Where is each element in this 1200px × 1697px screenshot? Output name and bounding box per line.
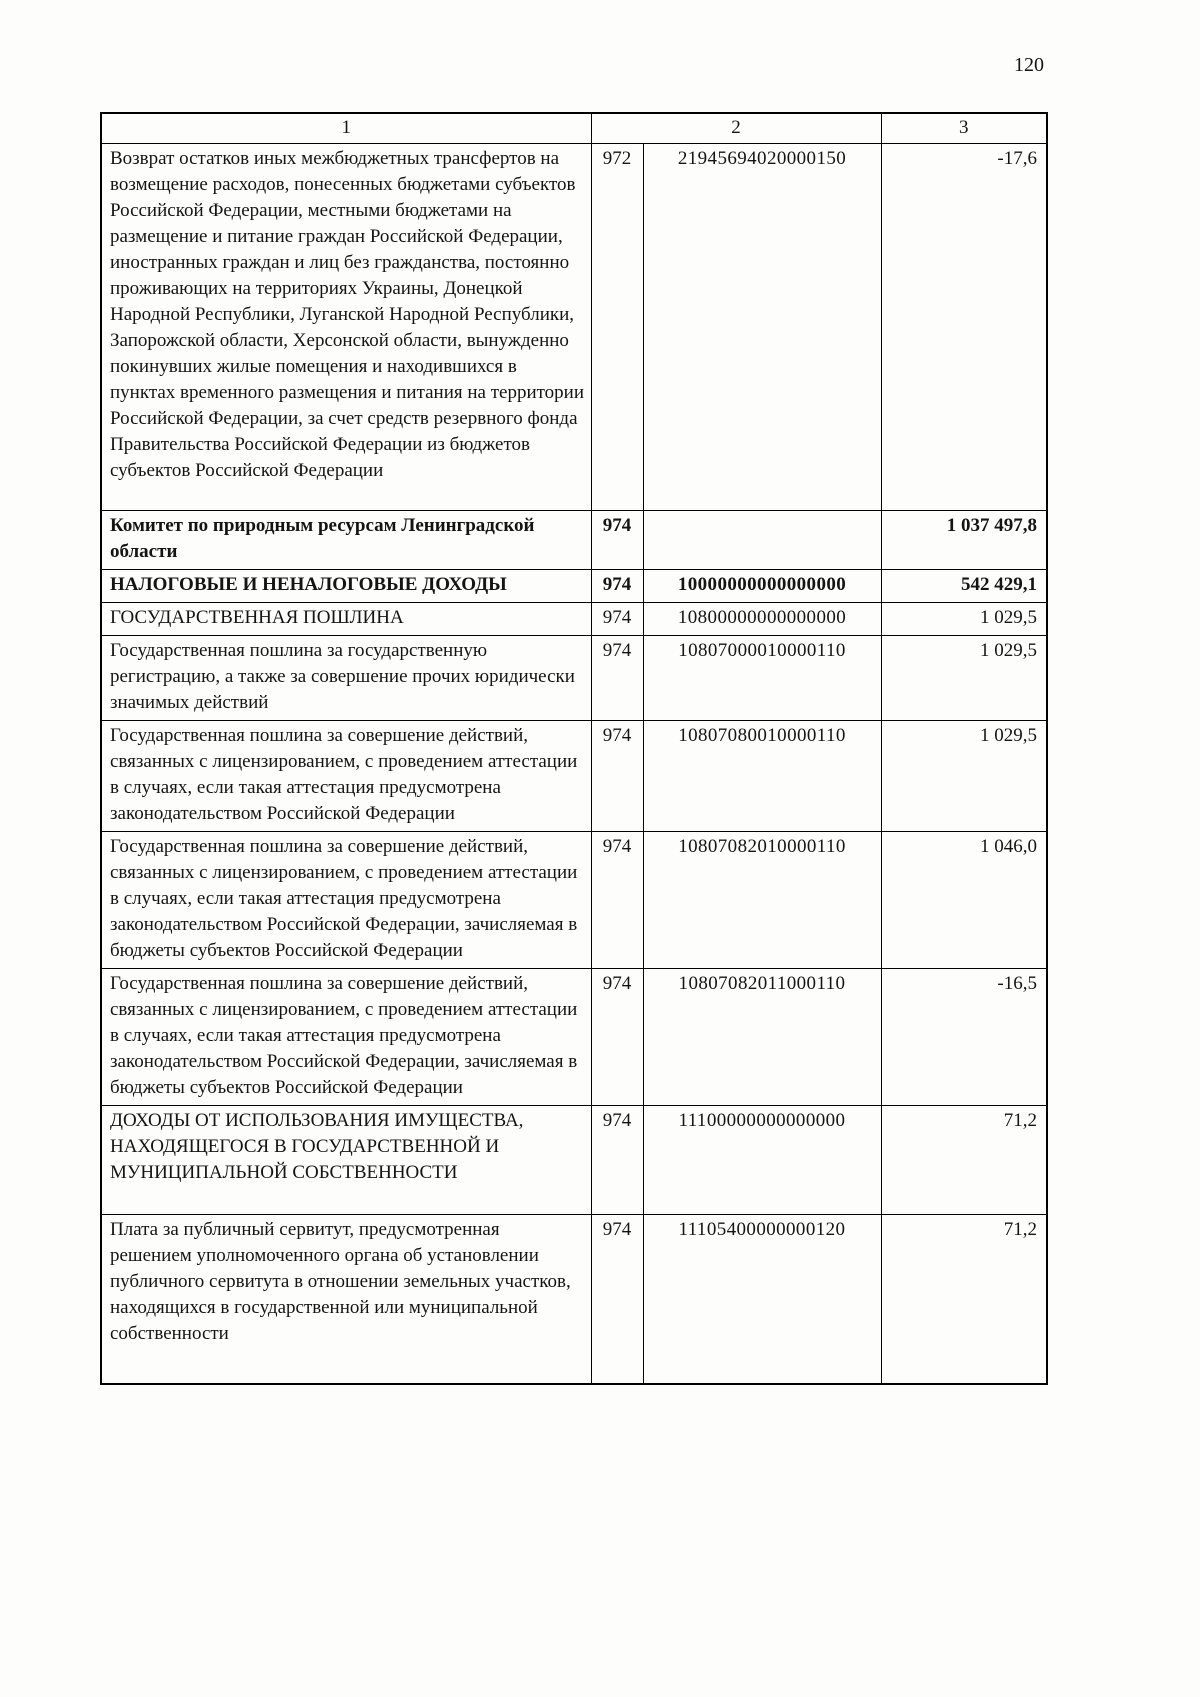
table-row <box>101 1214 1047 1384</box>
table-row <box>101 510 1047 569</box>
row-income-code: 10000000000000000 <box>643 569 881 602</box>
page-number: 120 <box>1014 54 1044 76</box>
row-name: Государственная пошлина за совершение действий, связанных с лицензированием, с проведением аттестации в случаях, если такая аттестация предусмотрена законодательством Российской Федерации, зачисляемая в бюджеты субъектов Российской Федерации <box>101 831 591 968</box>
table-row <box>101 143 1047 510</box>
table-row <box>101 602 1047 635</box>
row-admin-code: 974 <box>591 968 643 1105</box>
row-amount: -17,6 <box>881 143 1047 510</box>
row-amount: -16,5 <box>881 968 1047 1105</box>
row-income-code: 10807082010000110 <box>643 831 881 968</box>
row-income-code <box>643 510 881 569</box>
row-amount: 1 037 497,8 <box>881 510 1047 569</box>
table-row <box>101 968 1047 1105</box>
row-income-code: 10800000000000000 <box>643 602 881 635</box>
row-admin-code: 974 <box>591 602 643 635</box>
table-row <box>101 569 1047 602</box>
row-admin-code: 972 <box>591 143 643 510</box>
header-col-2: 2 <box>591 113 881 143</box>
row-amount: 71,2 <box>881 1105 1047 1214</box>
row-name: Государственная пошлина за совершение действий, связанных с лицензированием, с проведением аттестации в случаях, если такая аттестация предусмотрена законодательством Российской Федерации, зачисляемая в бюджеты субъектов Российской Федерации <box>101 968 591 1105</box>
table-header-row <box>101 113 1047 143</box>
row-admin-code: 974 <box>591 635 643 720</box>
row-income-code: 11100000000000000 <box>643 1105 881 1214</box>
row-income-code: 10807082011000110 <box>643 968 881 1105</box>
row-name: ГОСУДАРСТВЕННАЯ ПОШЛИНА <box>101 602 591 635</box>
row-amount: 1 046,0 <box>881 831 1047 968</box>
row-income-code: 21945694020000150 <box>643 143 881 510</box>
table-row <box>101 1105 1047 1214</box>
row-amount: 1 029,5 <box>881 720 1047 831</box>
row-name: ДОХОДЫ ОТ ИСПОЛЬЗОВАНИЯ ИМУЩЕСТВА, НАХОДЯЩЕГОСЯ В ГОСУДАРСТВЕННОЙ И МУНИЦИПАЛЬНОЙ СОБСТВЕННОСТИ <box>101 1105 591 1214</box>
row-name: НАЛОГОВЫЕ И НЕНАЛОГОВЫЕ ДОХОДЫ <box>101 569 591 602</box>
row-amount: 1 029,5 <box>881 602 1047 635</box>
row-income-code: 11105400000000120 <box>643 1214 881 1384</box>
row-name: Государственная пошлина за государственную регистрацию, а также за совершение прочих юридически значимых действий <box>101 635 591 720</box>
table-row <box>101 635 1047 720</box>
row-amount: 542 429,1 <box>881 569 1047 602</box>
row-admin-code: 974 <box>591 510 643 569</box>
row-name: Плата за публичный сервитут, предусмотренная решением уполномоченного органа об установлении публичного сервитута в отношении земельных участков, находящихся в государственной или муниципальной собственности <box>101 1214 591 1384</box>
table-body <box>101 143 1047 1384</box>
row-income-code: 10807080010000110 <box>643 720 881 831</box>
header-col-1: 1 <box>101 113 591 143</box>
row-name: Возврат остатков иных межбюджетных трансфертов на возмещение расходов, понесенных бюджетами субъектов Российской Федерации, местными бюджетами на размещение и питание граждан Российской Федерации, иностранных граждан и лиц без гражданства, постоянно проживающих на территориях Украины, Донецкой Народной Республики, Луганской Народной Республики, Запорожской области, Херсонской области, вынужденно покинувших жилые помещения и находившихся в пунктах временного размещения и питания на территории Российской Федерации, за счет средств резервного фонда Правительства Российской Федерации из бюджетов субъектов Российской Федерации <box>101 143 591 510</box>
row-admin-code: 974 <box>591 831 643 968</box>
header-col-3: 3 <box>881 113 1047 143</box>
row-income-code: 10807000010000110 <box>643 635 881 720</box>
budget-table <box>100 112 1048 1385</box>
row-name: Комитет по природным ресурсам Ленинградской области <box>101 510 591 569</box>
row-amount: 1 029,5 <box>881 635 1047 720</box>
row-admin-code: 974 <box>591 1105 643 1214</box>
row-amount: 71,2 <box>881 1214 1047 1384</box>
row-name: Государственная пошлина за совершение действий, связанных с лицензированием, с проведением аттестации в случаях, если такая аттестация предусмотрена законодательством Российской Федерации <box>101 720 591 831</box>
table-row <box>101 831 1047 968</box>
row-admin-code: 974 <box>591 569 643 602</box>
row-admin-code: 974 <box>591 1214 643 1384</box>
table-row <box>101 720 1047 831</box>
row-admin-code: 974 <box>591 720 643 831</box>
